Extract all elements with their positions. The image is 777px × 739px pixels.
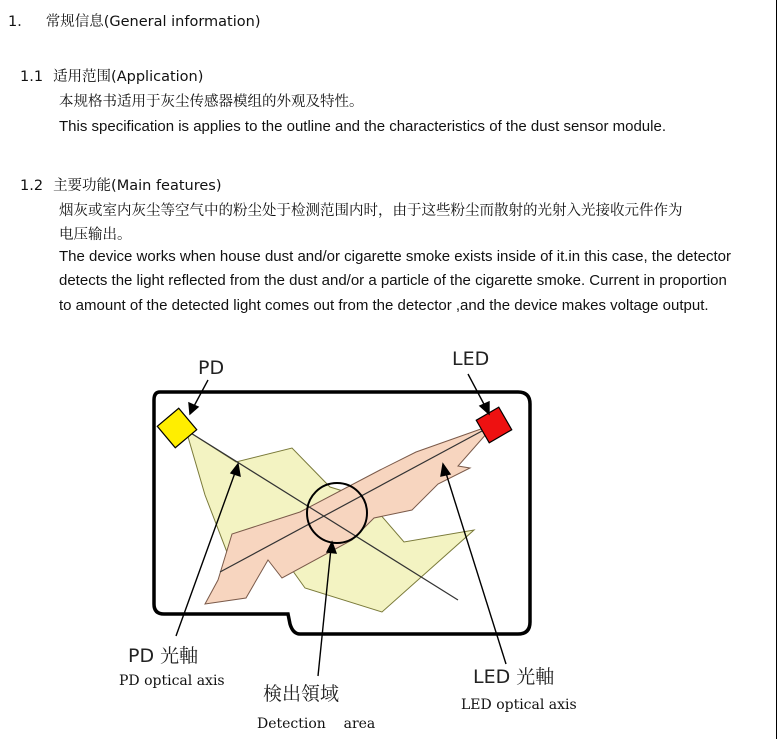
pd-optical-axis-label-en: PD optical axis: [119, 673, 225, 689]
section-1-2-chinese-line-2: 电压输出。: [59, 227, 132, 243]
section-1-1-chinese-text: 本规格书适用于灰尘传感器模组的外观及特性。: [59, 94, 364, 110]
section-1-2-english-line-3: to amount of the detected light comes out from the detector ,and the device makes voltage output.: [59, 297, 709, 314]
led-optical-axis-label-en: LED optical axis: [461, 697, 577, 713]
section-1-1-number: 1.1: [20, 69, 44, 85]
detection-area-label-jp: 検出領域: [263, 683, 340, 705]
led-label: LED: [452, 348, 490, 370]
pd-label: PD: [198, 357, 225, 379]
section-1-title: 常规信息(General information): [45, 14, 261, 30]
section-1-number: 1．: [8, 14, 32, 30]
section-1-2-english-line-2: detects the light reflected from the dust and/or a particle of the cigarette smoke. Current in proportion: [59, 272, 727, 289]
section-1-2-number: 1.2: [20, 178, 44, 194]
section-1-2-title: 主要功能(Main features): [53, 178, 222, 194]
led-optical-axis-label-jp: LED 光軸: [473, 666, 555, 688]
detection-area-label-en: Detection area: [257, 716, 376, 732]
section-1-2-chinese-line-1: 烟灰或室内灰尘等空气中的粉尘处于检测范围内时，由于这些粉尘而散射的光射入光接收元件作为: [59, 203, 683, 219]
section-1-2-english-line-1: The device works when house dust and/or cigarette smoke exists inside of it.in this case, the detector: [59, 248, 732, 265]
section-1-1-english-text: This specification is applies to the outline and the characteristics of the dust sensor module.: [59, 118, 666, 135]
section-1-1-title: 适用范围(Application): [53, 69, 204, 85]
pd-optical-axis-label-jp: PD 光軸: [128, 645, 199, 667]
